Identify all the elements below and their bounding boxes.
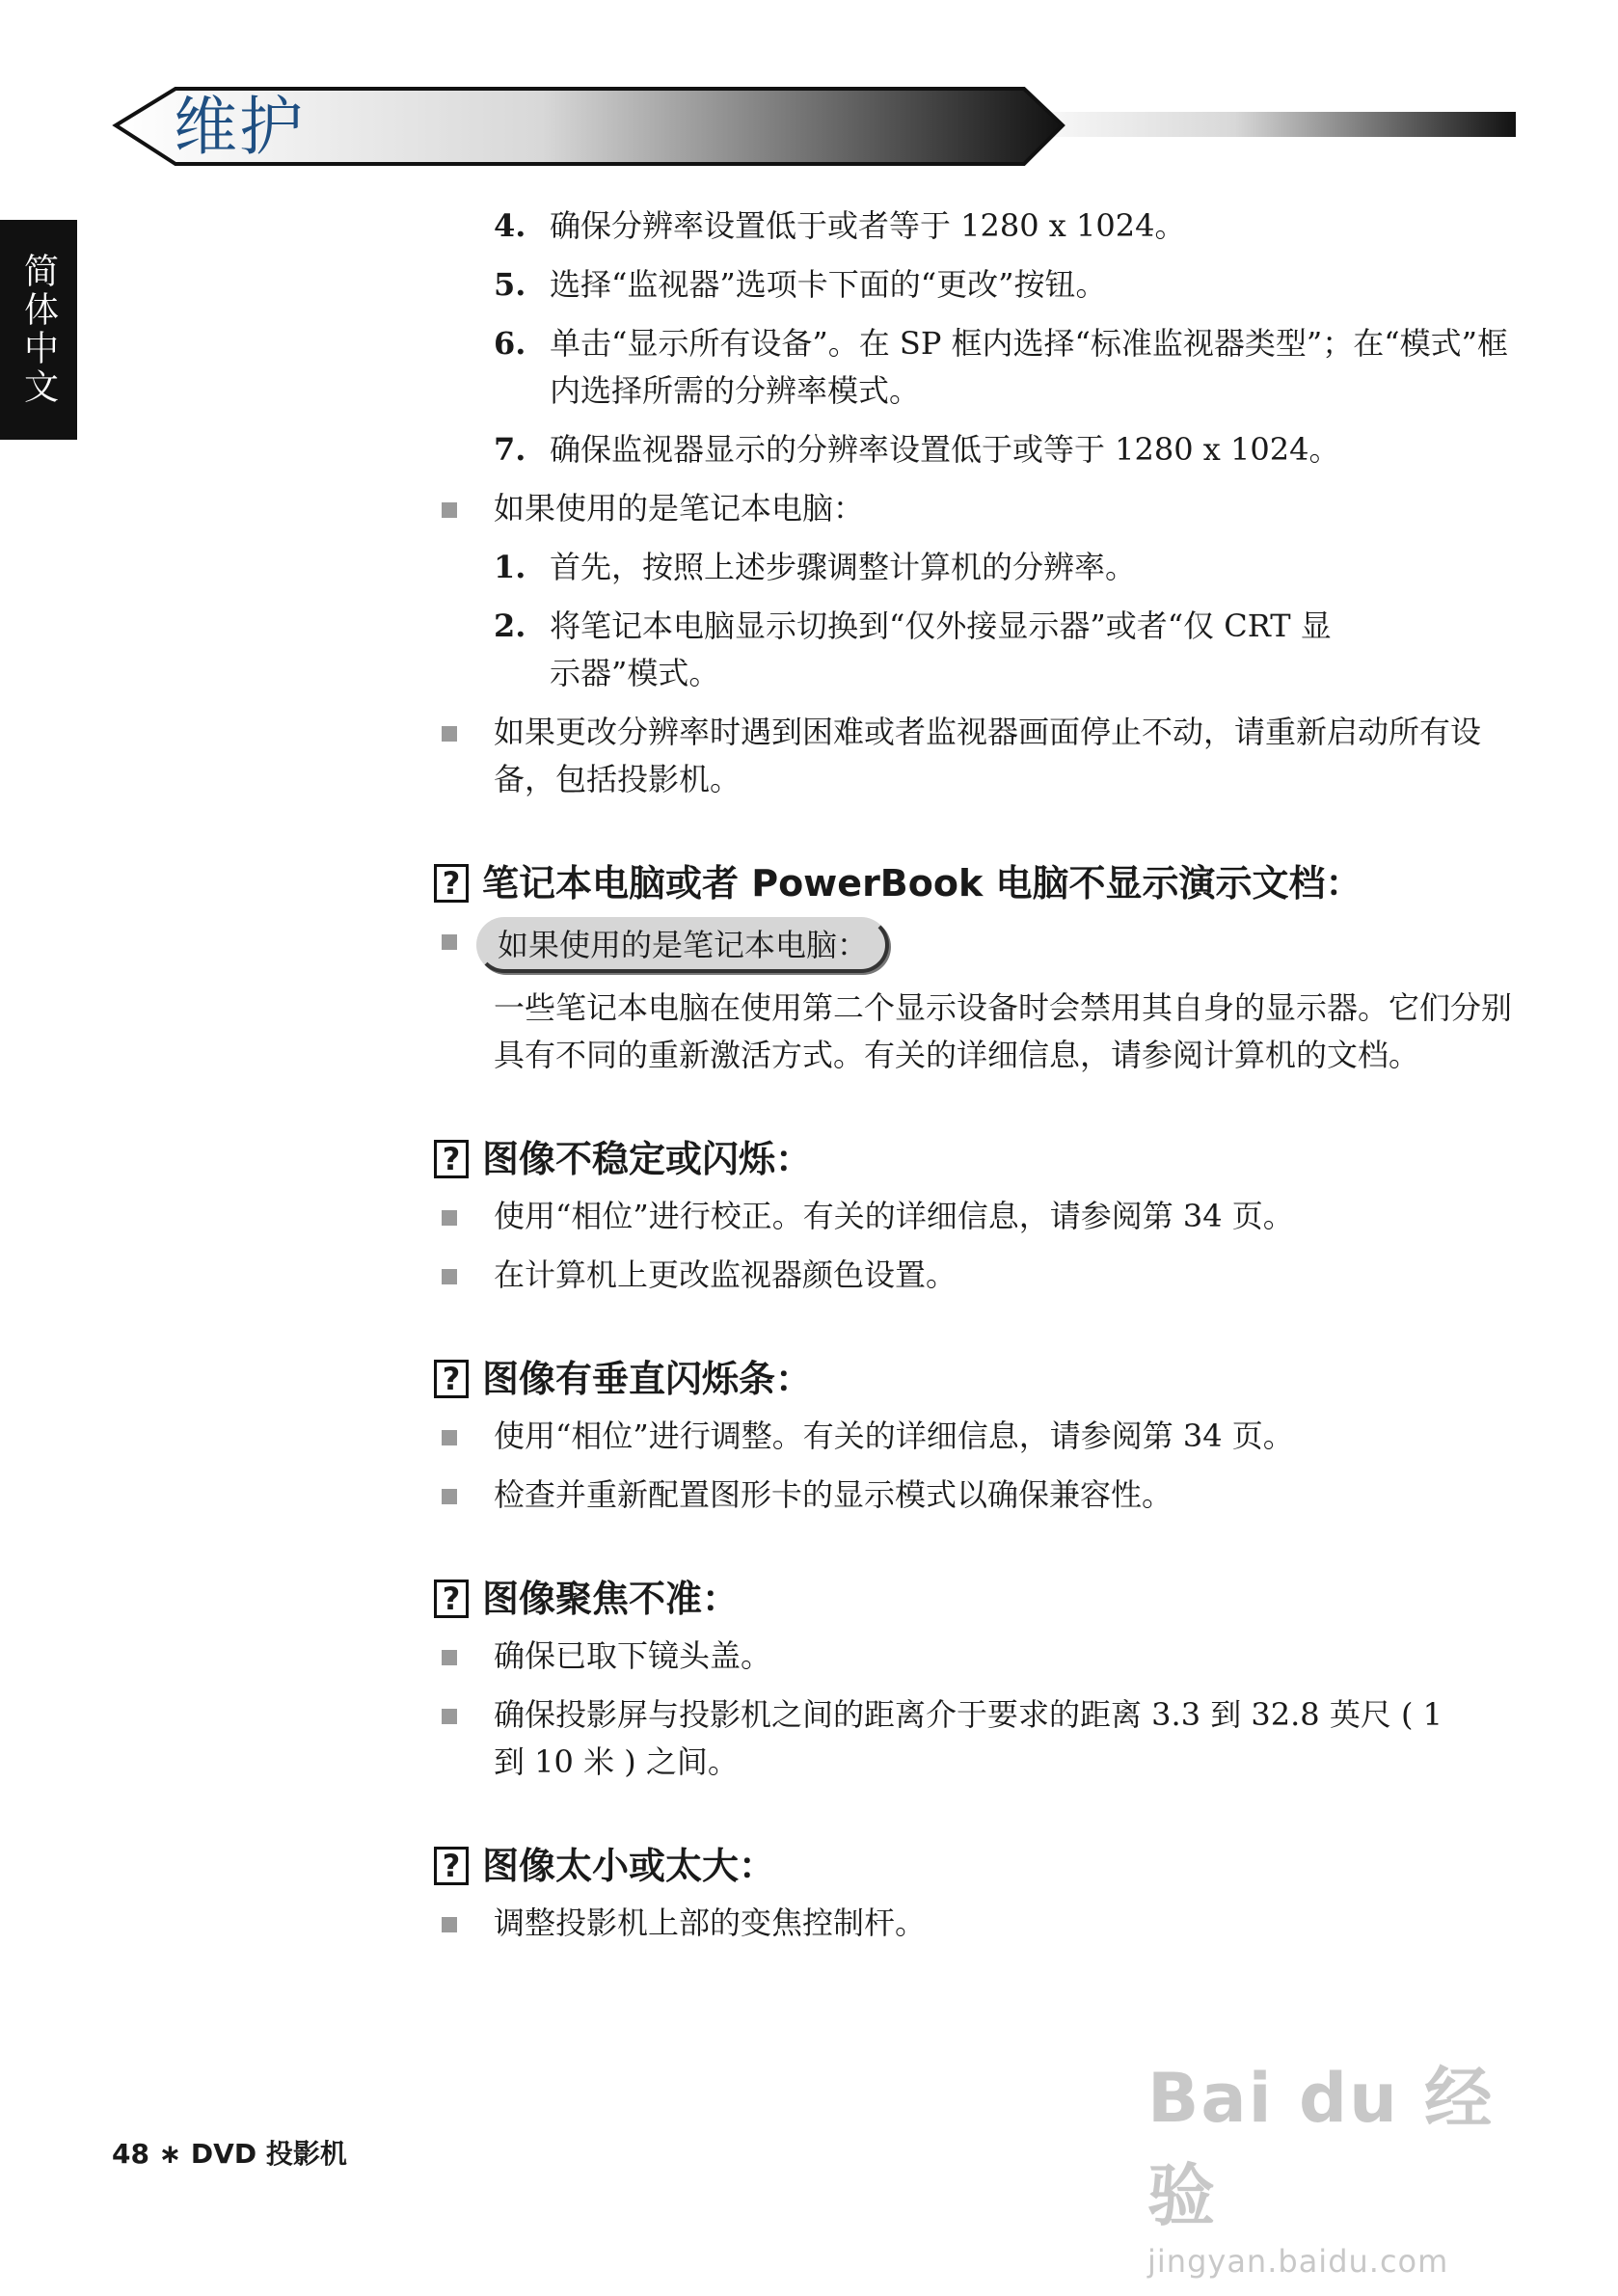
bullet-text: 确保投影屏与投影机之间的距离介于要求的距离 3.3 到 32.8 英尺 ( 1 到 10 米 ) 之间。 [494,1696,1443,1780]
bullet-text: 在计算机上更改监视器颜色设置。 [494,1256,957,1293]
bullet-text: 如果更改分辨率时遇到困难或者监视器画面停止不动，请重新启动所有设备，包括投影机。 [494,714,1482,797]
watermark-url: jingyan.baidu.com [1147,2243,1449,2280]
watermark-logo: Bai du 经验 [1147,2059,1495,2235]
list-item [434,1691,1514,1786]
header-banner [108,85,1516,177]
list-item [434,1900,1514,1947]
list-item [434,917,1514,973]
troubleshoot-section [434,859,1514,1079]
step-item [434,320,1514,415]
step-item [434,544,1514,591]
list-item [434,1252,1514,1299]
step-number: 5. [494,266,526,303]
step-text: 单击“显示所有设备”。在 SP 框内选择“标准监视器类型”；在“模式”框内选择所需的分辨率模式。 [550,325,1508,409]
list-item [434,485,1514,532]
troubleshoot-section [434,1135,1514,1299]
bullet-square-icon [442,1210,457,1226]
bullet-square-icon [442,1917,457,1932]
bullet-square-icon [442,1489,457,1504]
bullet-square-icon [442,1430,457,1445]
section-heading [434,1842,1514,1890]
step-number: 1. [494,549,526,585]
step-text: 选择“监视器”选项卡下面的“更改”按钮。 [550,266,1107,303]
page-footer: 48 ∗ DVD 投影机 [112,2138,347,2170]
main-content [434,203,1514,1958]
step-number: 4. [494,207,526,244]
step-text: 首先，按照上述步骤调整计算机的分辨率。 [550,549,1137,585]
page-title: 维护 [174,90,305,164]
step-number: 6. [494,325,526,362]
troubleshoot-section [434,1355,1514,1519]
section-heading [434,1355,1514,1403]
list-item [434,1633,1514,1680]
step-number: 7. [494,431,526,468]
list-item [434,1193,1514,1240]
section-title: 图像太小或太大： [482,1845,776,1887]
section-heading [434,859,1514,907]
question-icon: ? [434,1360,469,1398]
language-tab: 简体中文 [0,220,77,440]
section-heading [434,1575,1514,1623]
bullet-square-icon [442,1650,457,1665]
list-item [434,1413,1514,1460]
bullet-square-icon [442,934,457,950]
question-icon: ? [434,864,469,903]
bullet-square-icon [442,1709,457,1724]
step-text: 确保分辨率设置低于或者等于 1280 x 1024。 [550,207,1186,244]
question-icon: ? [434,1140,469,1178]
section-heading [434,1135,1514,1183]
question-icon: ? [434,1580,469,1618]
section-title: 图像有垂直闪烁条： [482,1358,813,1400]
highlighted-text: 如果使用的是笔记本电脑： [476,917,889,973]
step-text: 确保监视器显示的分辨率设置低于或等于 1280 x 1024。 [550,431,1340,468]
bullet-text: 确保已取下镜头盖。 [494,1637,772,1674]
step-item [434,426,1514,473]
bullet-text: 检查并重新配置图形卡的显示模式以确保兼容性。 [494,1476,1173,1513]
bullet-text: 使用“相位”进行校正。有关的详细信息，请参阅第 34 页。 [494,1198,1294,1234]
section-title: 图像不稳定或闪烁： [482,1138,813,1180]
step-text: 将笔记本电脑显示切换到“仅外接显示器”或者“仅 CRT 显示器”模式。 [550,608,1332,691]
bullet-square-icon [442,1269,457,1284]
paragraph: 一些笔记本电脑在使用第二个显示设备时会禁用其自身的显示器。它们分别具有不同的重新激活方式。有关的详细信息，请参阅计算机的文档。 [494,989,1513,1073]
step-item [434,261,1514,309]
step-item [434,603,1514,697]
section-title: 笔记本电脑或者 PowerBook 电脑不显示演示文档： [482,862,1362,905]
bullet-text: 使用“相位”进行调整。有关的详细信息，请参阅第 34 页。 [494,1418,1294,1454]
bullet-square-icon [442,726,457,742]
bullet-square-icon [442,502,457,518]
watermark [1147,2044,1552,2280]
list-item [434,709,1514,803]
step-number: 2. [494,608,526,644]
troubleshoot-section [434,1575,1514,1786]
bullet-text: 如果使用的是笔记本电脑： [494,490,865,527]
troubleshoot-section [434,1842,1514,1947]
question-icon: ? [434,1847,469,1885]
list-item [434,1472,1514,1519]
step-item [434,203,1514,250]
bullet-text: 调整投影机上部的变焦控制杆。 [494,1904,927,1941]
section-title: 图像聚焦不准： [482,1578,740,1620]
